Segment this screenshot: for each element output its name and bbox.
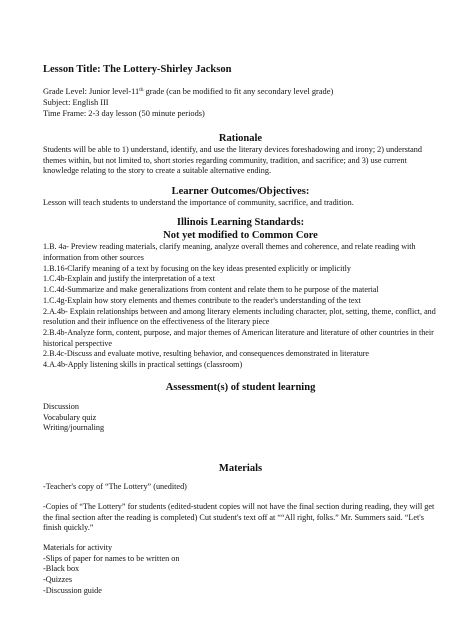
- outcomes-text: Lesson will teach students to understand the importance of community, sacrifice, and tradition.: [43, 197, 354, 207]
- standards-subheading: Not yet modified to Common Core: [163, 230, 318, 242]
- standard-item: 2.B.4b-Analyze form, content, purpose, and major themes of American literature and literature of other countries in their historical perspective: [43, 328, 434, 348]
- activity-materials-list: [43, 554, 438, 597]
- assessment-item: Writing/journaling: [43, 423, 105, 433]
- lesson-title: Lesson Title: The Lottery-Shirley Jackson: [43, 64, 232, 75]
- materials-heading: Materials: [218, 463, 263, 475]
- outcomes-heading: Learner Outcomes/Objectives:: [171, 185, 310, 197]
- grade-level: [43, 86, 438, 97]
- standard-item: 1.B.16-Clarify meaning of a text by focusing on the key ideas presented explicitly or implicitly: [43, 263, 351, 273]
- standard-item: 2.A.4b- Explain relationships between and among literary elements including character, plot, setting, theme, conflict, and resolution and their influence on the effectiveness of the literary piece: [43, 306, 436, 327]
- assessment-item: Discussion: [43, 401, 79, 411]
- teacher-copy-item: -Teacher's copy of “The Lottery” (unedited): [43, 482, 187, 492]
- rationale-heading: Rationale: [218, 133, 263, 144]
- standard-item: 1.C.4g-Explain how story elements and themes contribute to the reader's understanding of the text: [43, 295, 361, 305]
- student-copies-item: -Copies of “The Lottery” for students (edited-student copies will not have the final section during reading, they will get the final section after the reading is completed) Cut student's text off at ““All right, folks.” Mr. Summers said. “Let's finish quickly.”: [43, 502, 435, 533]
- rationale-text: Students will be able to 1) understand, identify, and use the literary devices foreshadowing and irony; 2) understand themes within, but not limited to, short stories regarding community, tradition, and sacrifice; and 3) use current knowledge relating to the story to create a suitable alternative ending.: [43, 145, 422, 176]
- activity-material-item: -Black box: [43, 564, 80, 574]
- activity-material-item: -Quizzes: [43, 575, 73, 585]
- standards-list: [43, 242, 438, 370]
- standard-item: 2.B.4c-Discuss and evaluate motive, resulting behavior, and consequences demonstrated in literature: [43, 349, 370, 359]
- standard-item: 4.A.4b-Apply listening skills in practical settings (classroom): [43, 360, 243, 370]
- activity-material-item: -Slips of paper for names to be written on: [43, 553, 180, 563]
- assessment-item: Vocabulary quiz: [43, 412, 97, 422]
- standard-item: 1.B. 4a- Preview reading materials, clarify meaning, analyze overall themes and coherence, and relate reading with information from other sources: [43, 242, 416, 263]
- standards-heading: Illinois Learning Standards:: [176, 217, 305, 229]
- activity-material-item: -Discussion guide: [43, 585, 102, 595]
- grade-level-prefix: Grade Level: Junior level-11: [43, 87, 140, 96]
- subject: Subject: English III: [43, 98, 109, 107]
- assessment-list: [43, 402, 438, 434]
- time-frame: Time Frame: 2-3 day lesson (50 minute periods): [43, 109, 205, 118]
- standard-item: 1.C.4b-Explain and justify the interpretation of a text: [43, 274, 215, 284]
- assessment-heading: Assessment(s) of student learning: [165, 381, 316, 393]
- activity-materials-label: Materials for activity: [43, 542, 113, 552]
- grade-level-suffix: grade (can be modified to fit any secondary level grade): [143, 87, 334, 96]
- grade-level-superscript: th: [139, 87, 144, 93]
- standard-item: 1.C.4d-Summarize and make generalizations from content and relate them to he purpose of the material: [43, 285, 379, 295]
